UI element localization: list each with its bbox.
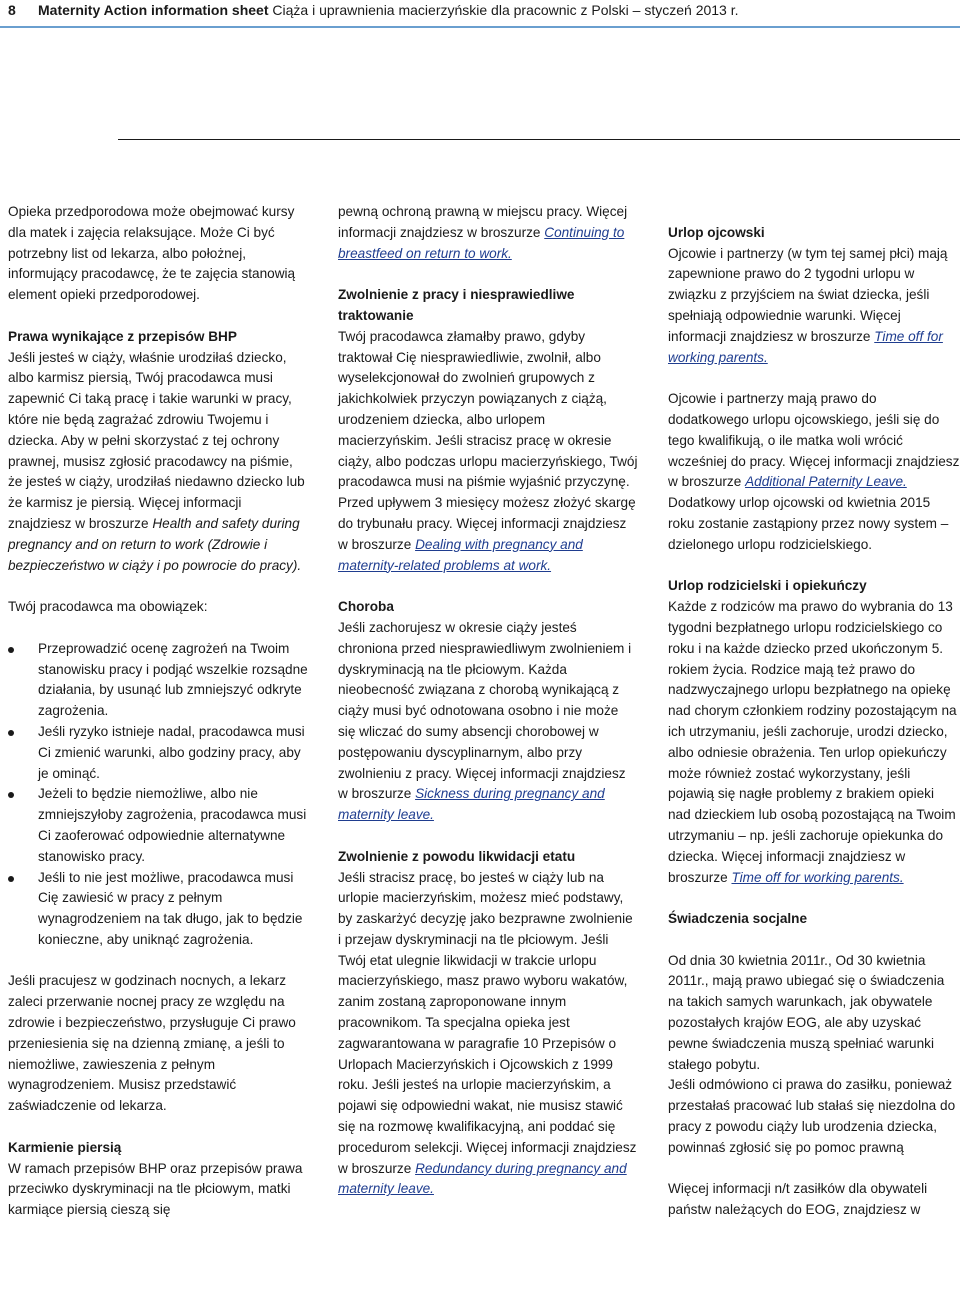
bullet-icon	[8, 876, 14, 882]
breastfeeding-continued-text: pewną ochroną prawną w miejscu pracy. Więcej informacji znajdziesz w broszurze	[338, 204, 628, 240]
list-item-text: Jeśli to nie jest możliwe, pracodawca musi Cię zawiesić w pracy z pełnym wynagrodzeniem na tak długo, jak to będzie konieczne, aby uniknąć zagrożenia.	[38, 869, 303, 947]
column-right	[668, 202, 960, 1221]
paternity-paragraph	[668, 244, 960, 369]
list-item	[8, 868, 308, 951]
bhp-paragraph	[8, 348, 308, 577]
heading-spacer	[668, 930, 960, 951]
benefits-paragraph: Od dnia 30 kwietnia 2011r., Od 30 kwietnia 2011r., mają prawo ubiegać się o świadczenia na takich samych warunkach, jak obywatele pozostałych krajów EOG, ale aby uzyskać pewne świadczenia muszą spełniać warunki stałego pobytu.	[668, 952, 945, 1072]
redundancy-paragraph	[338, 868, 638, 1201]
list-item	[8, 639, 308, 722]
bhp-brochure-title: Health and safety during pregnancy and on return to work (Zdrowie i bezpieczeństwo w ciąży i po powrocie do pracy).	[8, 515, 302, 573]
benefits-heading: Świadczenia socjalne	[668, 911, 808, 927]
redundancy-heading: Zwolnienie z powodu likwidacji etatu	[338, 848, 576, 864]
bullet-icon	[8, 730, 14, 736]
column-spacer	[668, 202, 960, 223]
illness-heading: Choroba	[338, 599, 394, 615]
employer-duty-list	[8, 639, 308, 951]
list-item	[8, 784, 308, 867]
list-item-text: Przeprowadzić ocenę zagrożeń na Twoim stanowisku pracy i podjąć wszelkie rozsądne działania, by usunąć lub zmniejszyć odkryte zagrożenia.	[38, 640, 308, 719]
additional-paternity-text: Ojcowie i partnerzy mają prawo do dodatkowego urlopu ojcowskiego, jeśli się do tego kwalifikują, o ile matka woli wrócić wcześniej do pracy. Więcej informacji znajdziesz w broszurze	[668, 391, 960, 490]
list-item	[8, 722, 308, 784]
parental-leave-text: Każde z rodziców ma prawo do wybrania do 13 tygodni bezpłatnego urlopu rodzicielskiego co roku i na każde dziecko przed ukończonym 5. rokiem życia. Rodzice mają też prawo do nadzwyczajnego urlopu bezpłatnego na opiekę nad chorym członkiem rodziny pozostającym na ich utrzymaniu, jeśli zachoruje, urodzi dziecko, albo odniesie obrażenia. Ten urlop opiekuńczy może również zostać wykorzystany, jeśli pojawią się nagłe problemy z brakiem opieki nad dzieckiem lub osobą pozostającą na Twoim utrzymaniu – np. jeśli zachoruje opiekunka do dziecka. Więcej informacji znajdziesz w broszurze	[668, 599, 957, 885]
sickness-brochure-link[interactable]: Sickness during pregnancy and maternity leave.	[338, 786, 605, 823]
bullet-icon	[8, 792, 14, 798]
redundancy-text: Jeśli stracisz pracę, bo jesteś w ciąży lub na urlopie macierzyńskim, możesz mieć podstawy, by zaskarżyć decyzję jako bezprawne zwolnienie i przejaw dyskryminacji na tle płciowym. Jeśli Twój etat ulegnie likwidacji w trakcie urlopu macierzyńskiego, masz prawo wyboru wakatów, zanim zostaną zaproponowane innym pracownikom. Ta specjalna opieka jest zagwarantowana w paragrafie 10 Przepisów o Urlopach Macierzyńskich i Ojcowskich z 1999 roku. Jeśli jesteś na urlopie macierzyńskim, a pojawi się odpowiedni wakat, nie musisz stawić się na rozmowę kwalifikacyjną, ani poddać się procedurom selekcji. Więcej informacji znajdziesz w broszurze	[338, 869, 637, 1176]
bhp-text: Jeśli jesteś w ciąży, właśnie urodziłaś dziecko, albo karmisz piersią, Twój pracodawca musi zapewnić Ci taką pracę i takie warunki w pracy, które nie będą zagrażać zdrowiu Twojemu i dziecka. Aby w pełni skorzystać z tej ochrony prawnej, musisz zgłosić pracodawcy na piśmie, że jesteś w ciąży, urodziłaś niedawno dziecko lub że karmisz je piersią. Więcej informacji znajdziesz w broszurze	[8, 349, 305, 531]
section-divider	[118, 139, 960, 140]
breastfeeding-continued-paragraph	[338, 202, 638, 264]
dismissal-heading: Zwolnienie z pracy i niesprawiedliwe traktowanie	[338, 287, 575, 323]
time-off-brochure-link[interactable]: Time off for working parents.	[668, 328, 943, 365]
illness-text: Jeśli zachorujesz w okresie ciąży jesteś chroniona przed niesprawiedliwym zwolnieniem i dyskryminacją na tle płciowym. Każda nieobecność związana z chorobą wynikającą z ciąży musi być odnotowana osobno i nie może się wliczać do sumy absencji chorobowej w postępowaniu dyscyplinarnym, albo przy zwolnieniu z pracy. Więcej informacji znajdziesz w broszurze	[338, 619, 632, 802]
dismissal-paragraph	[338, 327, 638, 577]
illness-paragraph	[338, 618, 638, 826]
additional-paternity-paragraph	[668, 389, 960, 493]
bullet-icon	[8, 647, 14, 653]
benefit-refusal-paragraph: Jeśli odmówiono ci prawa do zasiłku, ponieważ przestałaś pracować lub stałaś się niezdolna do pracy z powodu ciąży lub urodzenia dziecka, powinnaś zgłosić się po pomoc prawną	[668, 1077, 956, 1155]
parental-leave-paragraph	[668, 597, 960, 888]
page-header	[0, 0, 960, 26]
column-left	[8, 202, 308, 1221]
breastfeeding-heading: Karmienie piersią	[8, 1139, 122, 1155]
night-work-paragraph: Jeśli pracujesz w godzinach nocnych, a lekarz zaleci przerwanie nocnej pracy ze względu na zdrowie i bezpieczeństwo, przysługuje Ci prawo przeniesienia się na dzienną zmianę, a jeśli to niemożliwe, zawieszenia z pełnym wynagrodzeniem. Musisz przedstawić zaświadczenie od lekarza.	[8, 973, 296, 1114]
paternity-heading: Urlop ojcowski	[668, 224, 765, 240]
prenatal-care-paragraph: Opieka przedporodowa może obejmować kursy dla matek i zajęcia relaksujące. Może Ci być potrzebny list od lekarza, albo położnej, informujący pracodawcę, że te zajęcia stanowią element opieki przedporodowej.	[8, 204, 296, 303]
list-item-text: Jeśli ryzyko istnieje nadal, pracodawca musi Ci zmienić warunki, albo godziny pracy, aby je ominąć.	[38, 723, 305, 781]
header-title-bold: Maternity Action information sheet	[38, 2, 269, 18]
dismissal-text: Twój pracodawca złamałby prawo, gdyby traktował Cię niesprawiedliwie, zwolnił, albo wyselekcjonował do zwolnień grupowych z jakichkolwiek przyczyn powiązanych z ciążą, urodzeniem dziecka, albo urlopem macierzyńskim. Jeśli stracisz pracę w okresie ciąży, albo podczas urlopu macierzyńskiego, Twój pracodawca musi na piśmie wyjaśnić przyczynę. Przed upływem 3 miesięcy możesz złożyć skargę do trybunału pracy. Więcej informacji znajdziesz w broszurze	[338, 328, 638, 552]
list-item-text: Jeżeli to będzie niemożliwe, albo nie zmniejszyłoby zagrożenia, pracodawca musi Ci zaoferować odpowiednie alternatywne stanowisko pracy.	[38, 786, 307, 864]
column-middle	[338, 202, 638, 1200]
page-number: 8	[8, 2, 16, 18]
parental-time-off-link[interactable]: Time off for working parents.	[731, 869, 904, 885]
additional-paternity-link[interactable]: Additional Paternity Leave.	[745, 474, 907, 490]
breastfeeding-paragraph: W ramach przepisów BHP oraz przepisów prawa przeciwko dyskryminacji na tle płciowym, matki karmiące piersią cieszą się	[8, 1160, 303, 1218]
redundancy-brochure-link[interactable]: Redundancy during pregnancy and maternity leave.	[338, 1160, 627, 1197]
parental-leave-heading: Urlop rodzicielski i opiekuńczy	[668, 578, 867, 594]
dealing-with-problems-link[interactable]: Dealing with pregnancy and maternity-related problems at work.	[338, 536, 583, 573]
paternity-text: Ojcowie i partnerzy (w tym tej samej płci) mają zapewnione prawo do 2 tygodni urlopu w związku z przyjściem na świat dziecka, jeśli spełniają odpowiednie warunki. Więcej informacji znajdziesz w broszurze	[668, 245, 948, 344]
employer-duty-intro: Twój pracodawca ma obowiązek:	[8, 599, 208, 615]
bhp-heading: Prawa wynikające z przepisów BHP	[8, 328, 237, 344]
header-title-rest: Ciąża i uprawnienia macierzyńskie dla pracownic z Polski – styczeń 2013 r.	[268, 2, 739, 18]
header-divider	[0, 26, 960, 28]
header-title	[38, 0, 739, 20]
additional-paternity-note: Dodatkowy urlop ojcowski od kwietnia 2015 roku zostanie zastąpiony przez nowy system – dzielonego urlopu rodzicielskiego.	[668, 495, 949, 552]
eea-benefits-paragraph: Więcej informacji n/t zasiłków dla obywateli państw należących do EOG, znajdziesz w	[668, 1181, 928, 1218]
breastfeed-brochure-link[interactable]: Continuing to breastfeed on return to work.	[338, 224, 625, 261]
